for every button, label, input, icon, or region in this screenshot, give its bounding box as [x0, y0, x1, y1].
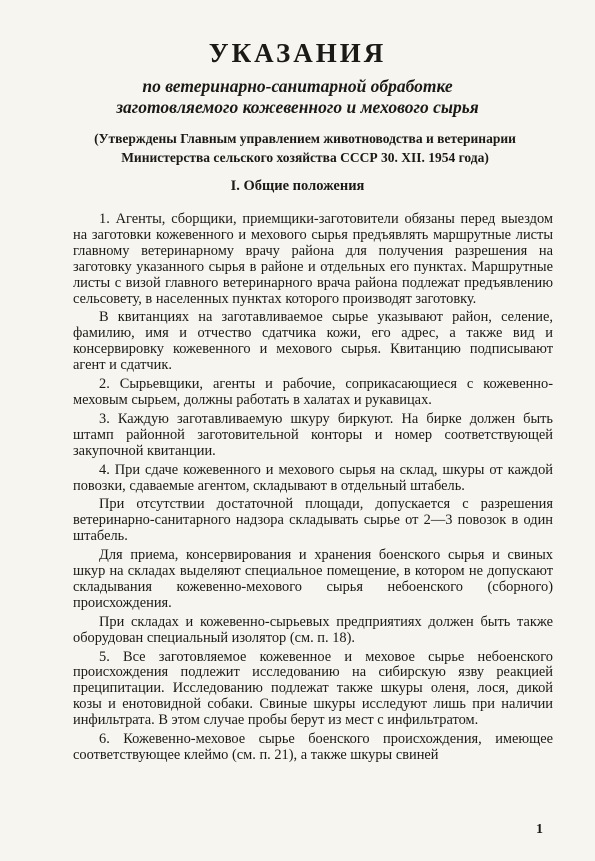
approval-note: (Утверждены Главным управлением животноводства и ветеринарии Министерства сельского хозяйства СССР 30. XII. 1954 года) — [94, 131, 516, 165]
paragraph: В квитанциях на заготавливаемое сырье указывают район, селение, фамилию, имя и отчество сдатчика кожи, его адрес, а также вид и консервировку кожевенного и мехового сырья. Квитанцию подписывают агент и сдатчик. — [73, 309, 553, 374]
page-number: 1 — [536, 822, 543, 837]
paragraph: Для приема, консервирования и хранения боенского сырья и свиных шкур на складах выделяют специальное помещение, в котором не допускают складывания кожевенно-мехового сырья небоенского (сборного) происхождения. — [73, 547, 553, 611]
subtitle-line-1: по ветеринарно-санитарной обработке — [142, 76, 453, 96]
paragraph: 1. Агенты, сборщики, приемщики-заготовители обязаны перед выездом на заготовки кожевенного и мехового сырья предъявлять маршрутные листы главному ветеринарному врачу района для получения разрешения на заготовку указанного сырья в районе и отдельных его пунктах. Маршрутные листы с визой главного ветеринарного врача района подлежат предъявлению сельсовету, в населенных пунктах которого производят заготовку. — [73, 211, 553, 307]
subtitle-line-2: заготовляемого кожевенного и мехового сырья — [116, 97, 479, 117]
paragraph: 5. Все заготовляемое кожевенное и меховое сырье небоенского происхождения подлежит исследованию на сибирскую язву реакцией преципитации. Исследованию подлежат также шкуры оленя, лося, дикой козы и енотовидной собаки. Свиные шкуры исследуют лишь при наличии инфильтрата. В этом случае пробы берут из мест с инфильтратом. — [73, 648, 553, 729]
paragraph: 4. При сдаче кожевенного и мехового сырья на склад, шкуры от каждой повозки, сдаваемые агентом, складывают в отдельный штабель. — [73, 461, 553, 494]
paragraph: 3. Каждую заготавливаемую шкуру биркуют. На бирке должен быть штамп районной заготовительной конторы и номер соответствующей закупочной квитанции. — [73, 410, 553, 459]
paragraph: 2. Сырьевщики, агенты и рабочие, соприкасающиеся с кожевенно-меховым сырьем, должны работать в халатах и рукавицах. — [73, 376, 553, 408]
paragraph: 6. Кожевенно-меховое сырье боенского происхождения, имеющее соответствующее клеймо (см. п. 21), а также шкуры свиней — [73, 731, 553, 763]
section-heading: I. Общие положения — [230, 178, 365, 194]
body-text — [73, 212, 553, 767]
paragraph: При отсутствии достаточной площади, допускается с разрешения ветеринарно-санитарного надзора складывать сырье от 2—3 повозок в один штабель. — [73, 496, 553, 545]
paragraph: При складах и кожевенно-сырьевых предприятиях должен быть также оборудован специальный изолятор (см. п. 18). — [73, 613, 553, 646]
document-title: УКАЗАНИЯ — [208, 38, 387, 68]
